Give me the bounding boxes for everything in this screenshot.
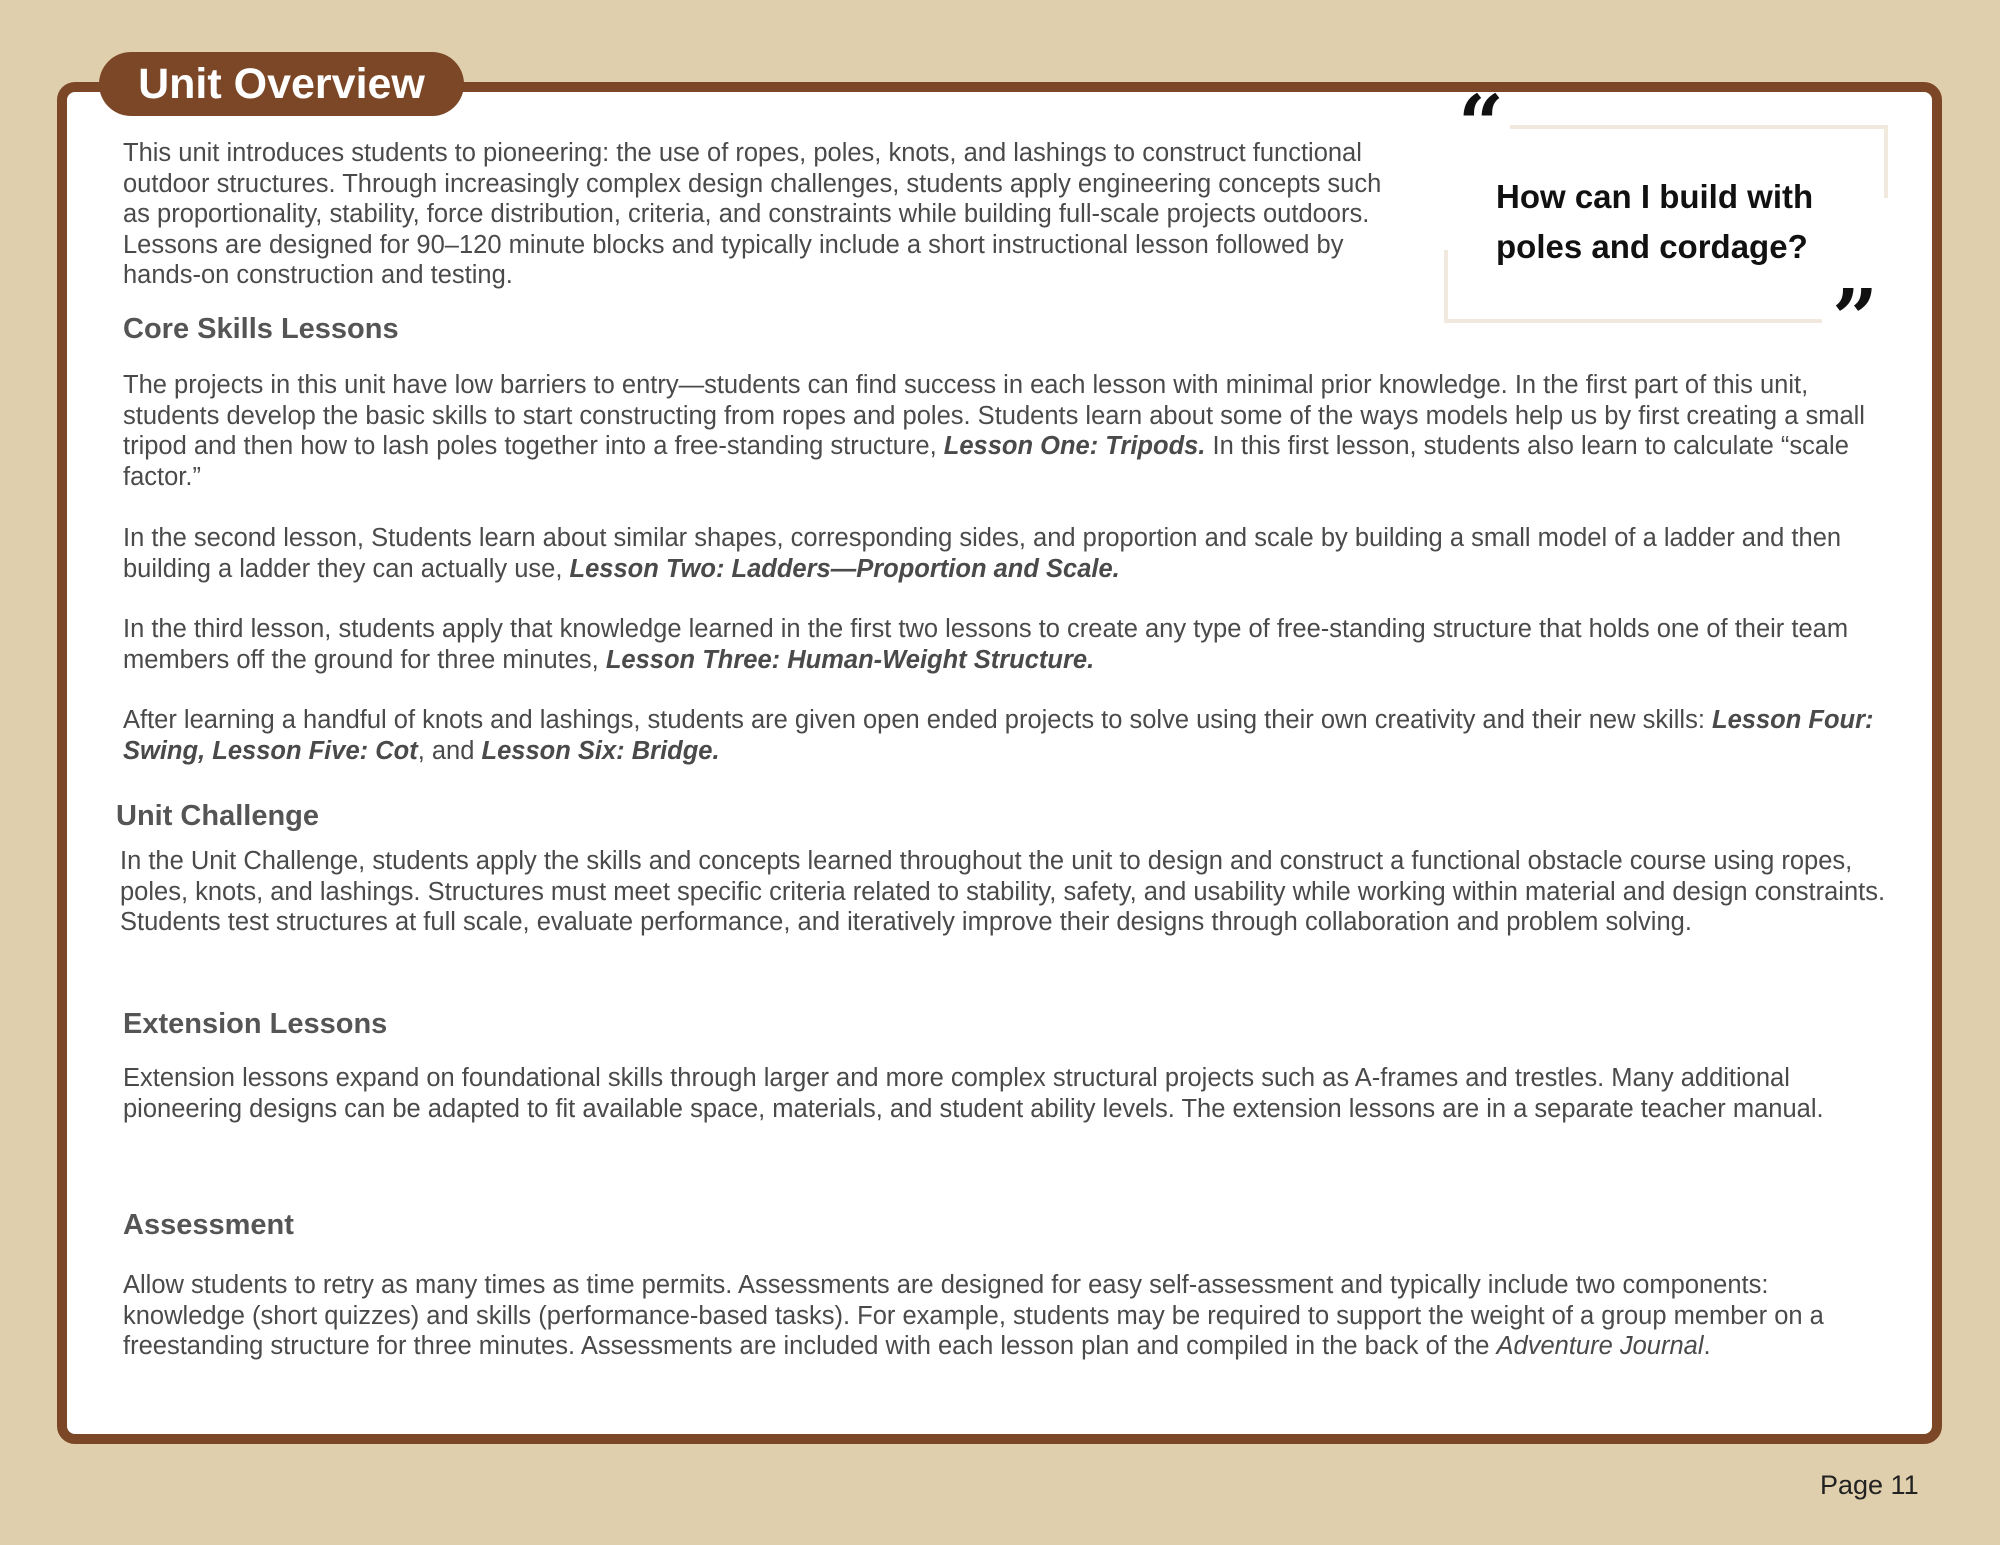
page-title: Unit Overview (99, 52, 464, 116)
quote-border-left (1444, 250, 1448, 323)
unit-challenge-paragraph: In the Unit Challenge, students apply the skills and concepts learned throughout the unit to design and construct a functional obstacle course using ropes, poles, knots, and lashings. Structures must meet specific criteria related to stability, safety, and usability while working within material and design constraints. Students test structures at full scale, evaluate performance, and iteratively improve their designs through collaboration and problem solving. (120, 847, 1886, 936)
core-skills-heading: Core Skills Lessons (123, 313, 399, 345)
text-run: Allow students to retry as many times as time permits. Assessments are designed for easy self-assessment and typically include two components: knowledge (short quizzes) and skills (performance-based tasks). For example, students may be required to support the weight of a group member on a freestanding structure for three minutes. Assessments are included with each lesson plan and compiled in the back of the (123, 1271, 1824, 1360)
close-quote-icon: ” (1832, 271, 1879, 365)
core-skills-paragraph-2 (123, 523, 1893, 584)
text-run: In the second lesson, Students learn about similar shapes, corresponding sides, and proportion and scale by building a small model of a ladder and then building a ladder they can actually use, (123, 524, 1842, 583)
quote-text: How can I build with poles and cordage? (1496, 178, 1814, 265)
lesson-title: Lesson Six: Bridge. (481, 736, 720, 765)
core-skills-paragraph-1 (123, 370, 1893, 492)
text-run: In this first lesson, students also learn to calculate “scale factor.” (123, 432, 1849, 491)
lesson-title: Lesson Two: Ladders—Proportion and Scale. (569, 554, 1120, 583)
text-run: , and (417, 736, 482, 765)
lesson-title: Lesson Four: Swing, Lesson Five: Cot (123, 706, 1874, 765)
quote-border-bottom (1444, 319, 1822, 323)
text-run: In the third lesson, students apply that knowledge learned in the first two lessons to create any type of free-standing structure that holds one of their team members off the ground for three minutes, (123, 615, 1849, 674)
core-skills-paragraph-4 (123, 705, 1893, 766)
extension-heading: Extension Lessons (123, 1008, 388, 1040)
lesson-title: Lesson Three: Human-Weight Structure. (605, 645, 1095, 674)
journal-title: Adventure Journal (1496, 1332, 1704, 1360)
open-quote-icon: “ (1458, 77, 1505, 171)
core-skills-paragraph-3 (123, 614, 1893, 675)
pull-quote (1440, 77, 1890, 365)
page-number: Page 11 (1820, 1470, 1919, 1500)
unit-challenge-heading: Unit Challenge (116, 800, 320, 832)
extension-paragraph: Extension lessons expand on foundational skills through larger and more complex structural projects such as A-frames and trestles. Many additional pioneering designs can be adapted to fit available space, materials, and student ability levels. The extension lessons are in a separate teacher manual. (123, 1064, 1824, 1123)
assessment-heading: Assessment (123, 1209, 294, 1241)
text-run: . (1703, 1332, 1711, 1360)
text-run: The projects in this unit have low barriers to entry—students can find success in each lesson with minimal prior knowledge. In the first part of this unit, students develop the basic skills to start constructing from ropes and poles. Students learn about some of the ways models help us by first creating a small tripod and then how to lash poles together into a free-standing structure, (123, 371, 1865, 460)
assessment-paragraph (123, 1270, 1893, 1362)
quote-border-right (1884, 125, 1888, 198)
intro-paragraph: This unit introduces students to pioneering: the use of ropes, poles, knots, and lashings to construct functional outdoor structures. Through increasingly complex design challenges, students apply engineering concepts such as proportionality, stability, force distribution, criteria, and constraints while building full-scale projects outdoors. Lessons are designed for 90–120 minute blocks and typically include a short instructional lesson followed by hands-on construction and testing. (123, 139, 1382, 289)
text-run: After learning a handful of knots and lashings, students are given open ended projects to solve using their own creativity and their new skills: (123, 706, 1713, 734)
quote-border-top (1510, 125, 1888, 129)
lesson-title: Lesson One: Tripods. (943, 432, 1206, 460)
